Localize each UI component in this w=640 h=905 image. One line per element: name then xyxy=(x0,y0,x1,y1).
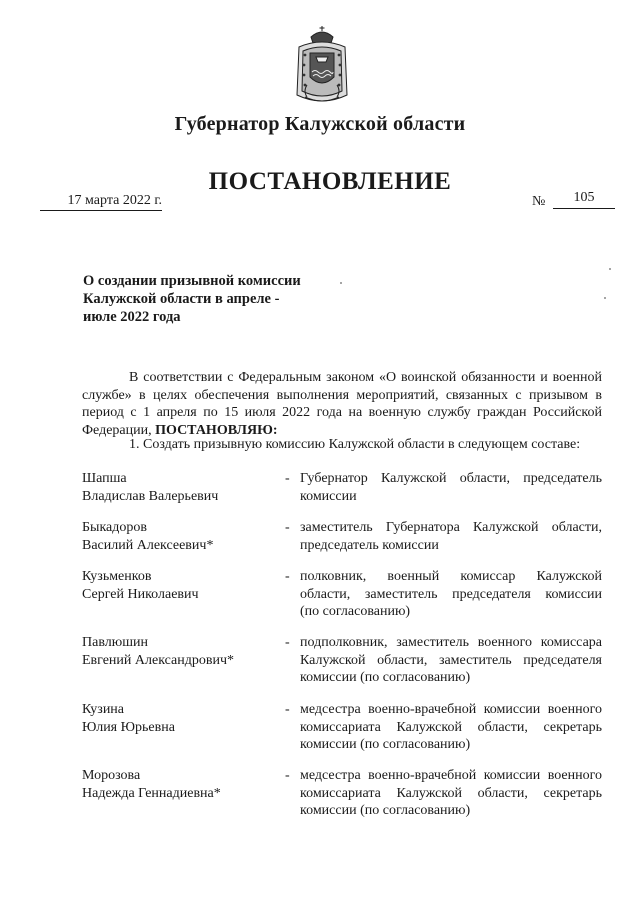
member-dash: - xyxy=(285,702,290,717)
member-role xyxy=(300,470,602,505)
preamble-text: В соответствии с Федеральным законом «О воинской обязанности и военной службе» в целях обеспечения выполнения мероприятий, связанных с призывом в период с 1 апреля по 15 июля 2022 года на военную службу граждан Российской Федерации, xyxy=(82,370,602,438)
role-line: комиссии xyxy=(300,488,357,504)
member-dash: - xyxy=(285,471,290,486)
member-given-names: Юлия Юрьевна xyxy=(82,719,175,735)
member-dash: - xyxy=(285,768,290,783)
document-type-heading: ПОСТАНОВЛЕНИЕ xyxy=(208,168,452,195)
member-surname: Павлюшин xyxy=(82,635,148,650)
scan-speck xyxy=(609,268,611,270)
member-given-names: Евгений Александрович* xyxy=(82,652,235,668)
document-date: 17 марта 2022 г. xyxy=(40,193,162,211)
role-line: подполковник, заместитель военного комиссара xyxy=(300,635,602,650)
member-role xyxy=(300,519,602,554)
member-dash: - xyxy=(285,569,290,584)
subject-line: Калужской области в апреле - xyxy=(83,291,280,307)
member-role xyxy=(300,701,602,754)
member-given-names: Василий Алексеевич* xyxy=(82,537,214,553)
member-name xyxy=(82,701,272,736)
document-subject xyxy=(83,272,313,326)
member-surname: Быкадоров xyxy=(82,520,147,535)
role-line: заместитель Губернатора Калужской области, xyxy=(300,520,602,535)
role-line: председатель комиссии xyxy=(300,537,439,553)
subject-line: О создании призывной комиссии xyxy=(83,273,301,289)
role-line: комиссии (по согласованию) xyxy=(300,737,471,752)
role-line: комиссариата Калужской области, секретарь xyxy=(300,719,602,735)
role-line: области, заместитель председателя комиссии xyxy=(300,586,602,602)
member-role xyxy=(300,568,602,621)
member-dash: - xyxy=(285,635,290,650)
document-number: 105 xyxy=(553,190,615,209)
scan-speck xyxy=(340,282,342,284)
member-given-names: Надежда Геннадиевна* xyxy=(82,785,221,801)
preamble-resolution: ПОСТАНОВЛЯЮ: xyxy=(155,422,278,438)
role-line: Губернатор Калужской области, председатель xyxy=(300,471,602,486)
member-given-names: Владислав Валерьевич xyxy=(82,488,219,504)
subject-line: июле 2022 года xyxy=(83,309,181,325)
member-given-names: Сергей Николаевич xyxy=(82,586,199,602)
role-line: комиссариата Калужской области, секретарь xyxy=(300,785,602,801)
member-role xyxy=(300,634,602,687)
role-line: полковник, военный комиссар Калужской xyxy=(300,569,602,584)
role-line: (по согласованию) xyxy=(300,604,411,619)
member-surname: Шапша xyxy=(82,471,127,486)
coat-of-arms-icon xyxy=(293,25,351,109)
member-surname: Кузьменков xyxy=(82,569,152,584)
document-number-label: № xyxy=(532,194,546,209)
member-surname: Морозова xyxy=(82,768,141,783)
member-name xyxy=(82,767,272,802)
role-line: Калужской области, заместитель председателя xyxy=(300,652,602,668)
member-role xyxy=(300,767,602,820)
role-line: медсестра военно-врачебной комиссии военного xyxy=(300,702,602,717)
role-line: комиссии (по согласованию) xyxy=(300,670,471,685)
scan-speck xyxy=(604,297,606,299)
clause-1: 1. Создать призывную комиссию Калужской области в следующем составе: xyxy=(129,437,581,452)
member-dash: - xyxy=(285,520,290,535)
member-name xyxy=(82,568,272,603)
member-name xyxy=(82,470,272,505)
role-line: медсестра военно-врачебной комиссии военного xyxy=(300,768,602,783)
role-line: комиссии (по согласованию) xyxy=(300,803,471,818)
member-name xyxy=(82,519,272,554)
issuing-authority: Губернатор Калужской области xyxy=(174,113,466,135)
member-name xyxy=(82,634,272,669)
member-surname: Кузина xyxy=(82,702,125,717)
preamble-paragraph xyxy=(82,369,602,439)
